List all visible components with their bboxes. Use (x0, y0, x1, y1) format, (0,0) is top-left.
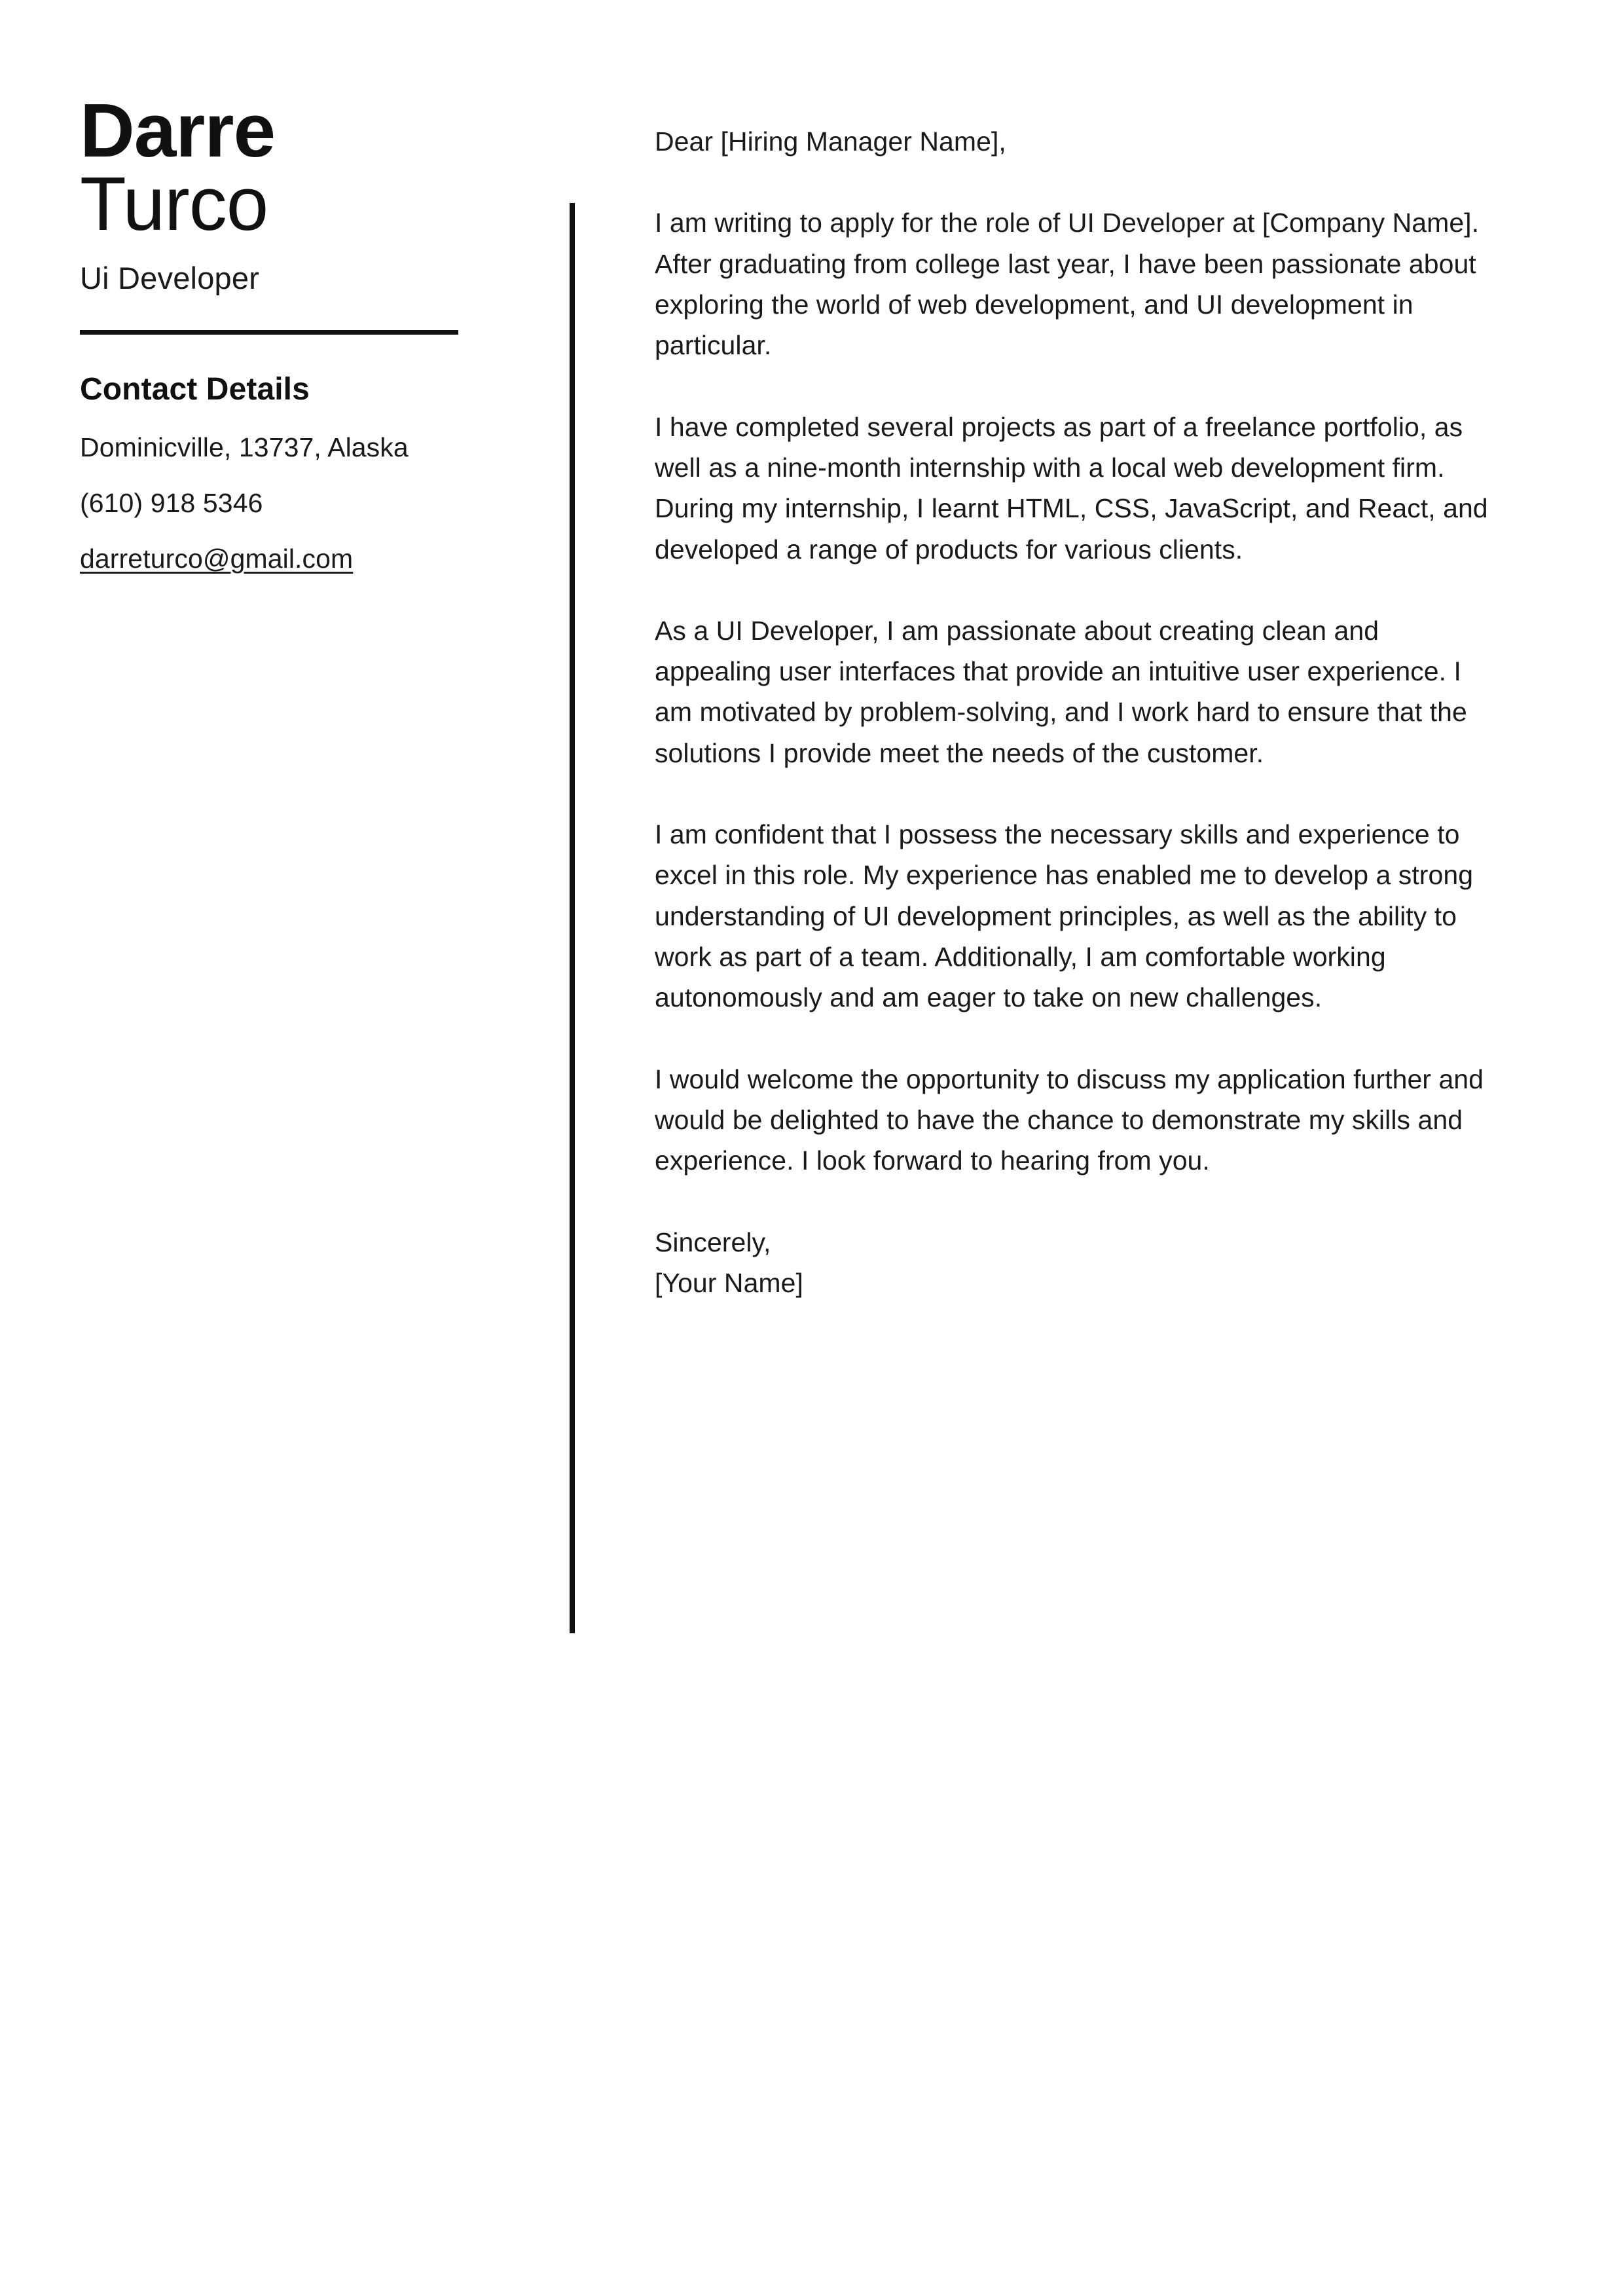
contact-details-heading: Contact Details (80, 371, 310, 407)
letter-body (655, 121, 1493, 1303)
letter-signoff (655, 1222, 1493, 1304)
letter-signature: [Your Name] (655, 1267, 803, 1298)
job-title: Ui Developer (80, 260, 260, 295)
letter-closing: Sincerely, (655, 1227, 771, 1257)
contact-email-link[interactable]: darreturco@gmail.com (80, 543, 354, 574)
last-name: Turco (80, 161, 268, 247)
applicant-name (80, 88, 486, 247)
contact-address: Dominicville, 13737, Alaska (80, 432, 409, 462)
letter-paragraph-4: I am confident that I possess the necessary skills and experience to excel in this role. My experience has enabled me to develop a strong understanding of UI development principles, as well as the ability to work as part of a team. Additionally, I am comfortable working autonomously and am eager to take on new challenges. (655, 819, 1474, 1013)
contact-details-list (80, 432, 486, 599)
sidebar (80, 88, 486, 599)
header-divider-rule (80, 330, 458, 335)
letter-paragraph-5: I would welcome the opportunity to discuss my application further and would be delighted to have the chance to demonstrate my skills and experience. I look forward to hearing from you. (655, 1064, 1484, 1176)
letter-paragraph-3: As a UI Developer, I am passionate about creating clean and appealing user interfaces that provide an intuitive user experience. I am motivated by problem-solving, and I work hard to ensure that the solutions I provide meet the needs of the customer. (655, 615, 1467, 768)
letter-paragraph-1: I am writing to apply for the role of UI Developer at [Company Name]. After graduating from college last year, I have been passionate about exploring the world of web development, and UI development in particular. (655, 208, 1480, 361)
vertical-divider (570, 203, 575, 1633)
contact-phone: (610) 918 5346 (80, 487, 263, 518)
letter-paragraph-2: I have completed several projects as part of a freelance portfolio, as well as a nine-month internship with a local web development firm. During my internship, I learnt HTML, CSS, JavaScript, and React, and developed a range of products for various clients. (655, 411, 1488, 565)
first-name: Darre (80, 88, 276, 173)
letter-salutation: Dear [Hiring Manager Name], (655, 126, 1006, 157)
